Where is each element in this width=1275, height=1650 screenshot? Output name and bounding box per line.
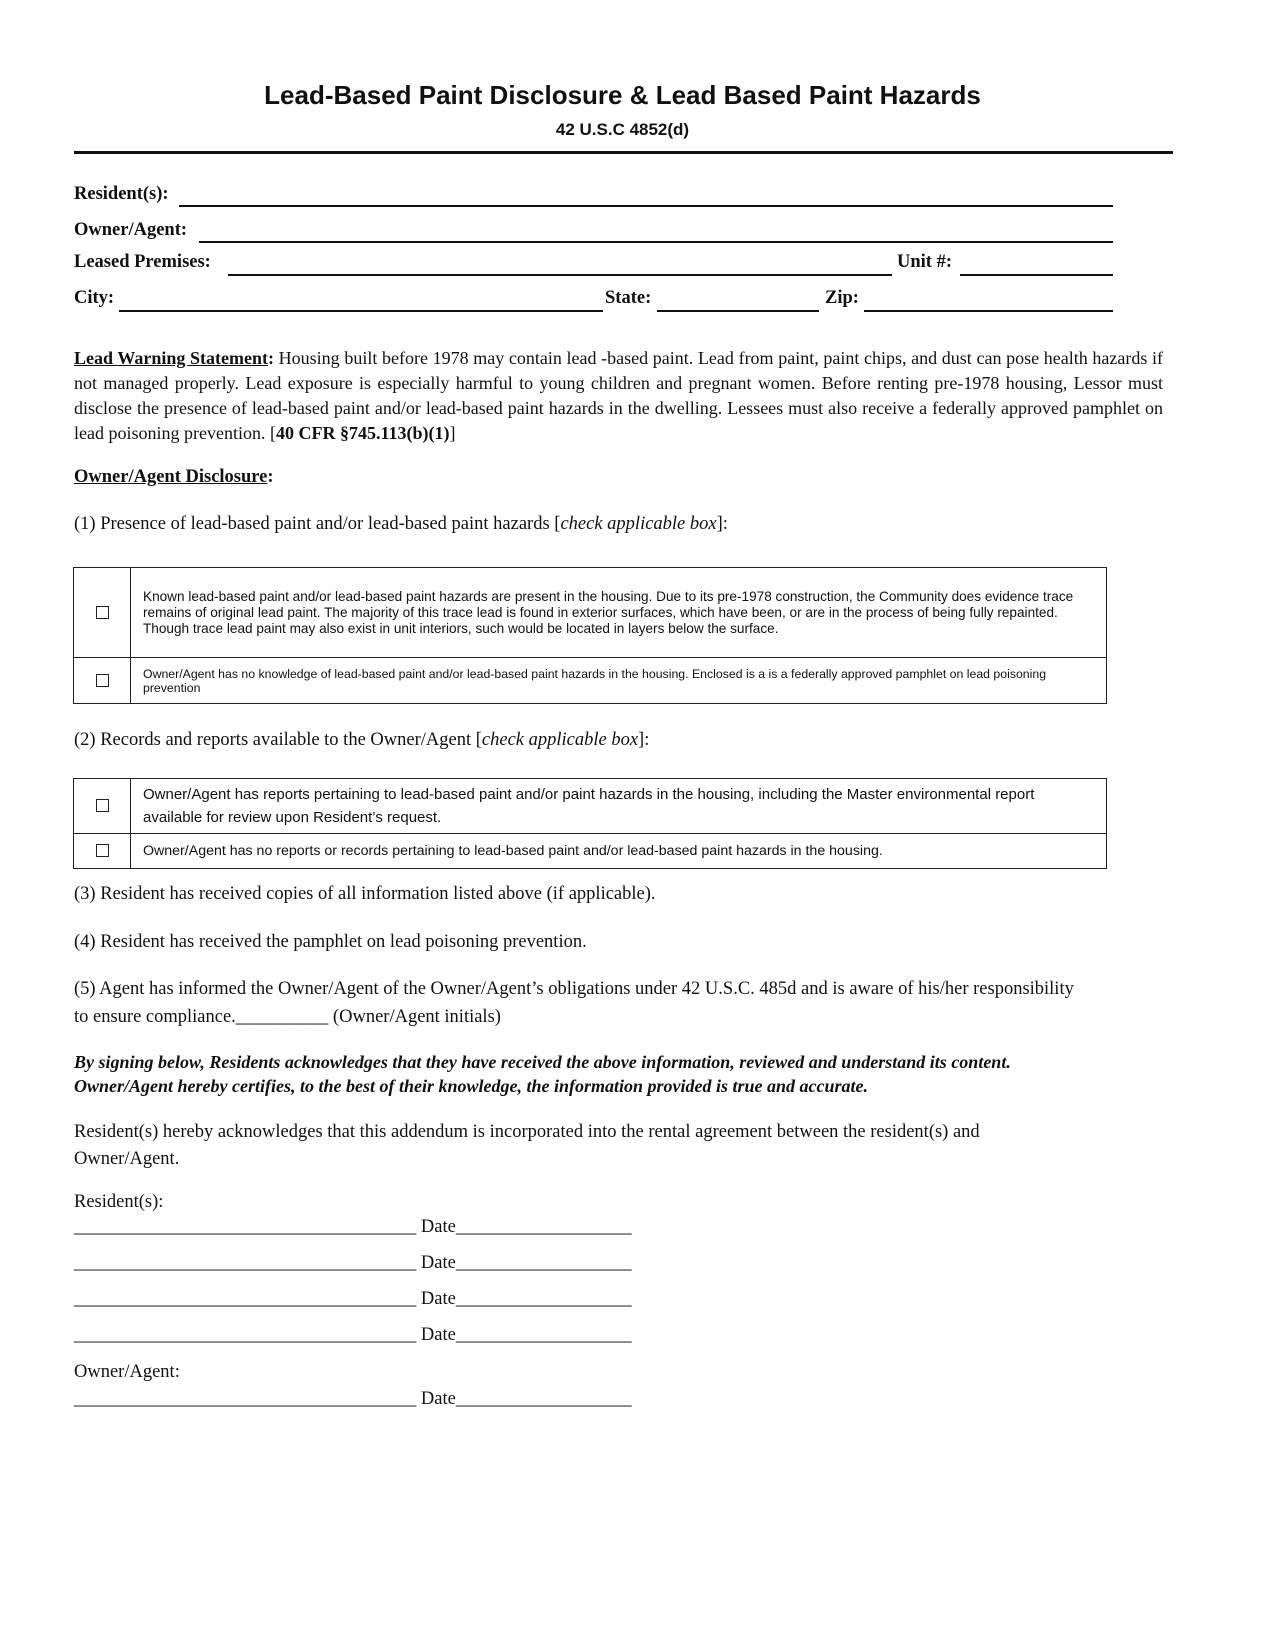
signature-blank[interactable]: _____________________________________ xyxy=(74,1217,417,1237)
header-divider xyxy=(74,151,1173,154)
lead-warning-heading: Lead Warning Statement xyxy=(74,348,268,368)
unit-label: Unit #: xyxy=(897,252,952,272)
resident-signature-row[interactable] xyxy=(74,1217,632,1238)
item-2-heading xyxy=(74,730,649,751)
records-none-text: Owner/Agent has no reports or records pertaining to lead-based paint and/or lead-based paint hazards in the housing. xyxy=(131,834,1107,869)
presence-options-table xyxy=(73,567,1107,704)
state-label: State: xyxy=(605,288,652,308)
checkbox-cell xyxy=(74,568,131,658)
item-5-line-2: to ensure compliance.__________ (Owner/Agent initials) xyxy=(74,1007,501,1027)
owner-signature-row[interactable] xyxy=(74,1389,632,1410)
city-label: City: xyxy=(74,288,115,308)
addendum-line-2: Owner/Agent. xyxy=(74,1149,180,1169)
unit-field[interactable] xyxy=(960,274,1113,276)
records-options-table xyxy=(73,778,1107,869)
zip-field[interactable] xyxy=(864,310,1113,312)
item-1-italic: check applicable box xyxy=(560,514,717,534)
item-1-close: ]: xyxy=(716,514,728,534)
signature-blank[interactable]: _____________________________________ xyxy=(74,1289,417,1309)
presence-none-text: Owner/Agent has no knowledge of lead-based paint and/or lead-based paint hazards in the housing. Enclosed is a is a federally approved pamphlet on lead poisoning prevention xyxy=(131,658,1107,704)
table-row xyxy=(74,658,1107,704)
date-label: Date xyxy=(416,1289,456,1309)
acknowledgment-line-2: Owner/Agent hereby certifies, to the best of their knowledge, the information provided is true and accurate. xyxy=(74,1076,868,1096)
signature-blank[interactable]: _____________________________________ xyxy=(74,1253,417,1273)
owner-agent-label: Owner/Agent: xyxy=(74,220,188,240)
lead-warning-colon: : xyxy=(268,348,274,368)
records-available-checkbox[interactable] xyxy=(96,799,109,812)
item-5-line-1: (5) Agent has informed the Owner/Agent of the Owner/Agent’s obligations under 42 U.S.C. 485d and is aware of his/her responsibility xyxy=(74,979,1074,999)
lead-warning-citation: 40 CFR §745.113(b)(1) xyxy=(275,423,450,443)
document-title: Lead-Based Paint Disclosure & Lead Based Paint Hazards xyxy=(264,80,981,110)
signature-residents-label: Resident(s): xyxy=(74,1192,164,1212)
checkbox-cell xyxy=(74,779,131,834)
item-1-heading xyxy=(74,514,728,535)
records-none-checkbox[interactable] xyxy=(96,844,109,857)
document-subtitle: 42 U.S.C 4852(d) xyxy=(555,120,690,139)
date-label: Date xyxy=(416,1325,456,1345)
signature-blank[interactable]: _____________________________________ xyxy=(74,1389,417,1409)
lead-warning-paragraph xyxy=(74,346,1163,446)
date-label: Date xyxy=(416,1217,456,1237)
disclosure-colon: : xyxy=(267,467,274,487)
table-row xyxy=(74,834,1107,869)
owner-agent-field[interactable] xyxy=(199,241,1113,243)
records-available-text: Owner/Agent has reports pertaining to lead-based paint and/or paint hazards in the housing, including the Master environmental report available for review upon Resident’s request. xyxy=(131,779,1107,834)
date-blank[interactable]: ___________________ xyxy=(455,1325,632,1345)
resident-signature-row[interactable] xyxy=(74,1253,632,1274)
addendum-line-1: Resident(s) hereby acknowledges that this addendum is incorporated into the rental agreement between the resident(s) and xyxy=(74,1122,980,1142)
signature-blank[interactable]: _____________________________________ xyxy=(74,1325,417,1345)
city-field[interactable] xyxy=(119,310,603,312)
resident-signature-row[interactable] xyxy=(74,1325,632,1346)
item-2-lead: (2) Records and reports available to the Owner/Agent [ xyxy=(74,730,482,750)
presence-none-checkbox[interactable] xyxy=(96,674,109,687)
resident-signature-row[interactable] xyxy=(74,1289,632,1310)
residents-label: Resident(s): xyxy=(74,184,169,204)
item-2-italic: check applicable box xyxy=(481,730,639,750)
item-2-close: ]: xyxy=(638,730,650,750)
date-blank[interactable]: ___________________ xyxy=(455,1253,632,1273)
item-3-text: (3) Resident has received copies of all information listed above (if applicable). xyxy=(74,884,656,904)
date-label: Date xyxy=(416,1253,456,1273)
acknowledgment-line-1: By signing below, Residents acknowledges that they have received the above information, reviewed and understand its content. xyxy=(74,1052,1011,1072)
residents-field[interactable] xyxy=(179,205,1113,207)
presence-known-text: Known lead-based paint and/or lead-based paint hazards are present in the housing. Due to its pre-1978 construction, the Community does evidence trace remains of original lead paint. The majority of this trace lead is found in exterior surfaces, which have been, or are in the process of being fully repainted. Though trace lead paint may also exist in unit interiors, such would be located in layers below the surface. xyxy=(131,568,1107,658)
signature-owner-label: Owner/Agent: xyxy=(74,1362,180,1382)
table-row xyxy=(74,568,1107,658)
checkbox-cell xyxy=(74,834,131,869)
zip-label: Zip: xyxy=(825,288,859,308)
leased-premises-field[interactable] xyxy=(228,274,892,276)
lead-warning-body: Housing built before 1978 may contain lead -based paint. Lead from paint, paint chips, and dust can pose health hazards if not managed properly. Lead exposure is especially harmful to young children and pregnant women. Before renting pre-1978 housing, Lessor must disclose the presence of lead-based paint and/or lead-based paint hazards in the dwelling. Lessees must also receive a federally approved pamphlet on lead poisoning prevention. [ xyxy=(74,348,1163,443)
state-field[interactable] xyxy=(657,310,819,312)
disclosure-heading: Owner/Agent Disclosure xyxy=(74,467,268,487)
date-label: Date xyxy=(416,1389,456,1409)
item-4-text: (4) Resident has received the pamphlet on lead poisoning prevention. xyxy=(74,932,587,952)
table-row xyxy=(74,779,1107,834)
date-blank[interactable]: ___________________ xyxy=(455,1389,632,1409)
date-blank[interactable]: ___________________ xyxy=(455,1289,632,1309)
leased-premises-label: Leased Premises: xyxy=(74,252,211,272)
presence-known-checkbox[interactable] xyxy=(96,606,109,619)
lead-warning-close: ] xyxy=(449,423,456,443)
item-1-lead: (1) Presence of lead-based paint and/or lead-based paint hazards [ xyxy=(74,514,561,534)
disclosure-heading-row xyxy=(74,467,274,488)
date-blank[interactable]: ___________________ xyxy=(455,1217,632,1237)
checkbox-cell xyxy=(74,658,131,704)
